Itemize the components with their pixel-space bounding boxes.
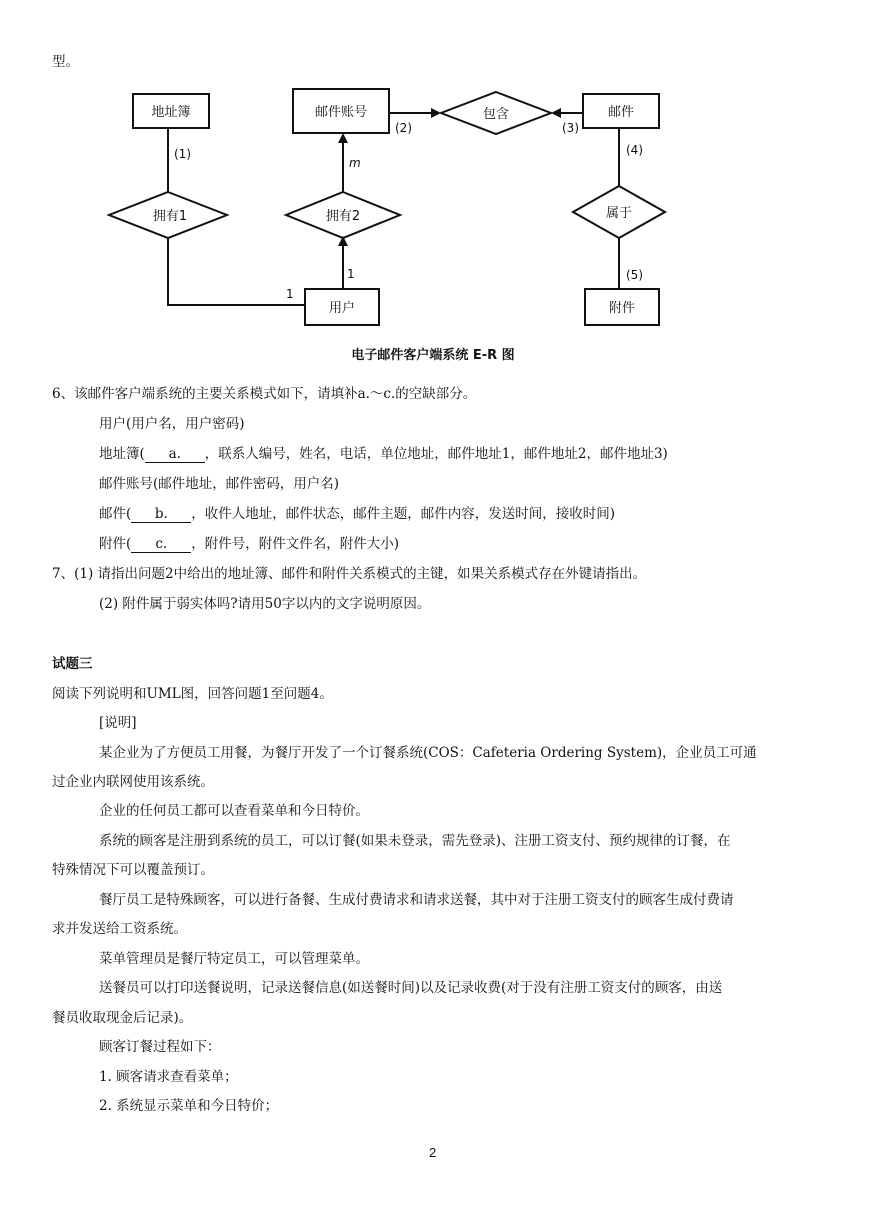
label-3: (3): [562, 121, 579, 135]
schema-attachment: [99, 535, 399, 553]
label-4: (4): [626, 143, 643, 157]
page-number: 2: [429, 1145, 437, 1160]
rel-contain-label: 包含: [482, 107, 510, 122]
arrow-contain-right: [431, 108, 441, 118]
para-4b: 求并发送给工资系统。: [52, 921, 187, 937]
blank-c[interactable]: c.: [131, 537, 191, 553]
entity-mail-label: 邮件: [607, 105, 635, 120]
para-6b: 餐员收取现金后记录)。: [52, 1010, 193, 1026]
rel-own1-label: 拥有1: [152, 209, 188, 224]
section-title: 试题三: [52, 656, 93, 672]
step-2: 2. 系统显示菜单和今日特价；: [99, 1098, 279, 1114]
label-2: (2): [395, 121, 412, 135]
q6-intro: 6、该邮件客户端系统的主要关系模式如下，请填补a.～c.的空缺部分。: [52, 386, 477, 402]
para-7: 顾客订餐过程如下：: [99, 1039, 221, 1055]
schema-address-post: ，联系人编号，姓名，电话，单位地址，邮件地址1，邮件地址2，邮件地址3): [204, 446, 668, 462]
text-fragment: 型。: [52, 54, 79, 70]
entity-address-book-label: 地址簿: [151, 105, 191, 120]
label-one-own2: 1: [347, 267, 355, 281]
er-caption: 电子邮件客户端系统 E-R 图: [351, 348, 515, 363]
entity-mail-account-label: 邮件账号: [314, 105, 368, 120]
line-own1-user: [168, 238, 305, 305]
para-4a: 餐厅员工是特殊顾客，可以进行备餐、生成付费请求和请求送餐，其中对于注册工资支付的顾客生成付费请: [99, 892, 734, 908]
para-1a: 某企业为了方便员工用餐，为餐厅开发了一个订餐系统(COS：Cafeteria Ordering System)，企业员工可通: [99, 745, 757, 761]
schema-user: 用户(用户名，用户密码): [99, 416, 245, 432]
para-6a: 送餐员可以打印送餐说明，记录送餐信息(如送餐时间)以及记录收费(对于没有注册工资支付的顾客，由送: [99, 980, 723, 996]
schema-mail-post: ，收件人地址，邮件状态，邮件主题，邮件内容，发送时间，接收时间): [191, 506, 616, 522]
schema-address-book: [99, 445, 668, 463]
arrow-account-up: [338, 133, 348, 143]
para-3b: 特殊情况下可以覆盖预订。: [52, 862, 214, 878]
section-note: [说明]: [99, 715, 137, 731]
blank-b[interactable]: b.: [131, 507, 191, 523]
label-1: (1): [174, 147, 191, 161]
label-m: m: [349, 156, 361, 170]
para-1b: 过企业内联网使用该系统。: [52, 774, 214, 790]
schema-mail-pre: 邮件(: [99, 506, 132, 522]
q7-line1: 7、(1) 请指出问题2中给出的地址簿、邮件和附件关系模式的主键，如果关系模式存在外键请指出。: [52, 566, 647, 582]
para-3a: 系统的顾客是注册到系统的员工，可以订餐(如果未登录，需先登录)、注册工资支付、预约规律的订餐，在: [99, 833, 731, 849]
rel-belong-label: 属于: [605, 206, 633, 221]
arrow-contain-left: [551, 108, 561, 118]
label-5: (5): [626, 268, 643, 282]
schema-mail: [99, 505, 615, 523]
q7-line2: (2) 附件属于弱实体吗?请用50字以内的文字说明原因。: [99, 596, 431, 612]
schema-attach-pre: 附件(: [99, 536, 132, 552]
step-1: 1. 顾客请求查看菜单；: [99, 1069, 238, 1085]
label-one-own1: 1: [286, 287, 294, 301]
rel-own2-label: 拥有2: [325, 209, 361, 224]
schema-attach-post: ，附件号，附件文件名，附件大小): [191, 536, 400, 552]
para-5: 菜单管理员是餐厅特定员工，可以管理菜单。: [99, 951, 369, 967]
para-2: 企业的任何员工都可以查看菜单和今日特价。: [99, 803, 369, 819]
er-diagram: [0, 0, 869, 380]
blank-a[interactable]: a.: [145, 447, 205, 463]
entity-user-label: 用户: [328, 301, 356, 316]
schema-address-pre: 地址簿(: [99, 446, 145, 462]
schema-mail-account: 邮件账号(邮件地址，邮件密码，用户名): [99, 476, 340, 492]
section-intro: 阅读下列说明和UML图，回答问题1至问题4。: [52, 686, 333, 702]
entity-attachment-label: 附件: [608, 301, 636, 316]
